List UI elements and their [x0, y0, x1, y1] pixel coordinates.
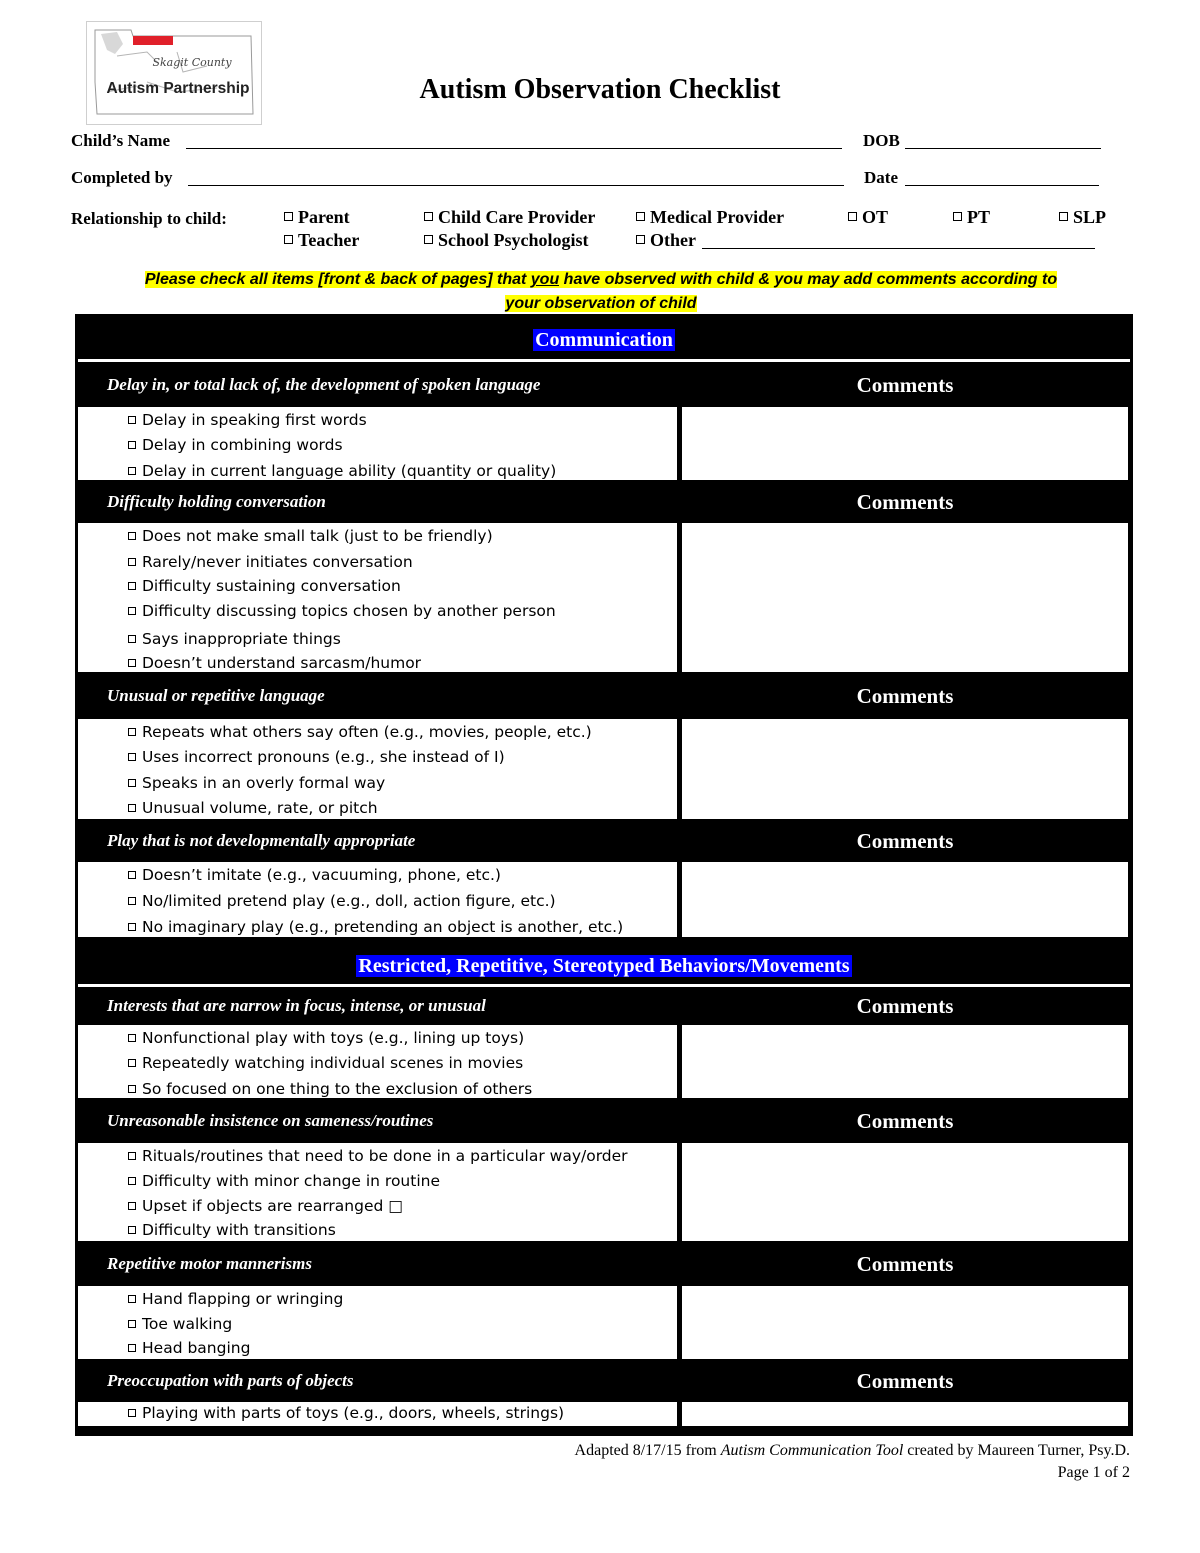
child-name-label: Child’s Name [71, 131, 171, 150]
checkbox-icon[interactable] [128, 1202, 136, 1210]
checklist-item[interactable] [128, 1290, 343, 1308]
checkbox-icon[interactable] [128, 558, 136, 566]
checklist-cell [78, 407, 677, 480]
option-pt[interactable]: PT [953, 207, 990, 228]
checkbox-icon[interactable] [128, 1295, 136, 1303]
checklist-item[interactable] [128, 1172, 440, 1190]
checklist-item[interactable] [128, 411, 367, 429]
category-title: Unreasonable insistence on sameness/routines [107, 1111, 434, 1130]
relationship-label: Relationship to child: [71, 209, 227, 228]
checklist-item[interactable] [128, 1339, 250, 1357]
option-child-care-provider[interactable]: Child Care Provider [424, 207, 595, 228]
checklist-item[interactable] [128, 866, 501, 884]
checklist-item-label: Nonfunctional play with toys (e.g., lining up toys) [142, 1029, 525, 1047]
checkbox-icon[interactable] [953, 212, 962, 221]
checkbox-icon[interactable] [128, 659, 136, 667]
page-title: Autism Observation Checklist [419, 74, 781, 105]
checklist-item-label: Difficulty sustaining conversation [142, 577, 401, 595]
logo-county: Skagit County [152, 56, 232, 69]
checklist-cell [78, 1286, 677, 1359]
checkbox-icon[interactable] [128, 416, 136, 424]
checklist-item-label: Hand flapping or wringing [142, 1290, 344, 1308]
option-ot[interactable]: OT [848, 207, 888, 228]
checklist-item[interactable] [128, 1029, 524, 1047]
comments-header: Comments [856, 829, 954, 853]
category-header [75, 1362, 1133, 1402]
attribution: Adapted 8/17/15 from Autism Communication Tool created by Maureen Turner, Psy.D. [574, 1442, 1130, 1459]
checkbox-icon[interactable] [128, 1320, 136, 1328]
checklist-item-label: Doesn’t imitate (e.g., vacuuming, phone, etc.) [142, 866, 501, 884]
checkbox-icon[interactable] [128, 467, 136, 475]
checkbox-icon[interactable] [128, 532, 136, 540]
checklist-item-label: Delay in current language ability (quantity or quality) [142, 462, 557, 480]
page-number: Page 1 of 2 [1057, 1464, 1130, 1481]
checklist-item-label: Does not make small talk (just to be friendly) [142, 527, 493, 545]
comments-header: Comments [856, 1109, 954, 1133]
category-title: Delay in, or total lack of, the development of spoken language [107, 375, 541, 394]
checklist-item[interactable] [128, 799, 378, 817]
option-medical-provider[interactable]: Medical Provider [636, 207, 784, 228]
checklist-item-label: Repeatedly watching individual scenes in movies [142, 1054, 524, 1072]
checklist-item[interactable] [128, 1080, 532, 1098]
section-divider [78, 359, 1130, 362]
checklist-cell [78, 523, 677, 672]
checkbox-icon[interactable] [128, 635, 136, 643]
comments-cell[interactable] [682, 719, 1128, 819]
checklist-item-label: Rituals/routines that need to be done in a particular way/order [142, 1147, 628, 1165]
checklist-item[interactable] [128, 1147, 628, 1165]
category-header [75, 483, 1133, 523]
checklist-cell [78, 719, 677, 819]
checklist-item[interactable] [128, 892, 556, 910]
category-title: Play that is not developmentally appropriate [107, 831, 416, 850]
instructions: Please check all items [front & back of pages] that you have observed with child & you may add comments according to your observation of child [144, 271, 1058, 312]
checklist-item-label: No imaginary play (e.g., pretending an object is another, etc.) [142, 918, 624, 936]
checklist-item[interactable] [128, 436, 343, 454]
checklist-item-label: Unusual volume, rate, or pitch [142, 799, 378, 817]
checklist-item-label: Delay in speaking first words [142, 411, 367, 429]
checklist-item[interactable] [128, 748, 505, 766]
checkbox-icon[interactable] [128, 779, 136, 787]
checklist-item-label: Uses incorrect pronouns (e.g., she instead of I) [142, 748, 505, 766]
checklist-item-label: So focused on one thing to the exclusion of others [142, 1080, 533, 1098]
checkbox-icon[interactable] [636, 212, 645, 221]
option-teacher[interactable]: Teacher [284, 230, 359, 251]
checkbox-icon[interactable] [128, 871, 136, 879]
checklist-item[interactable] [128, 1054, 523, 1072]
comments-header: Comments [856, 994, 954, 1018]
dob-field[interactable] [905, 148, 1101, 149]
checklist-item[interactable] [128, 602, 556, 620]
other-field[interactable] [702, 248, 1095, 249]
checkbox-icon[interactable] [848, 212, 857, 221]
checkbox-icon[interactable] [128, 923, 136, 931]
checkbox-icon[interactable] [636, 235, 645, 244]
category-title: Difficulty holding conversation [107, 492, 326, 511]
checkbox-icon[interactable] [128, 582, 136, 590]
completed-by-label: Completed by [71, 168, 173, 187]
comments-header: Comments [856, 1252, 954, 1276]
checkbox-icon[interactable] [128, 1226, 136, 1234]
checklist-item-label: Doesn’t understand sarcasm/humor [142, 654, 422, 672]
section-title: Communication [535, 329, 673, 351]
checkbox-icon[interactable] [128, 897, 136, 905]
checklist-item[interactable] [128, 1221, 336, 1239]
checklist-cell [78, 1402, 677, 1426]
date-label: Date [864, 168, 898, 187]
section-title: Restricted, Repetitive, Stereotyped Behaviors/Movements [358, 955, 850, 977]
checklist-item-label: Head banging [142, 1339, 251, 1357]
checkbox-icon[interactable] [128, 753, 136, 761]
checkbox-icon[interactable] [284, 212, 293, 221]
category-header [75, 989, 1133, 1025]
checklist-cell [78, 1143, 677, 1241]
comments-header: Comments [856, 684, 954, 708]
checkbox-icon[interactable] [128, 728, 136, 736]
checklist-item-label: Says inappropriate things [142, 630, 341, 648]
checkbox-icon[interactable] [424, 212, 433, 221]
comments-header: Comments [856, 373, 954, 397]
checklist-item[interactable] [128, 553, 413, 571]
option-parent[interactable]: Parent [284, 207, 350, 228]
comments-cell[interactable] [682, 407, 1128, 480]
checkbox-icon[interactable] [128, 804, 136, 812]
checklist-item[interactable] [128, 1404, 564, 1422]
checklist-item[interactable] [128, 462, 556, 480]
checklist-item-label: Speaks in an overly formal way [142, 774, 386, 792]
checkbox-icon[interactable] [128, 1034, 136, 1042]
comments-header: Comments [856, 1369, 954, 1393]
section-divider [78, 984, 1130, 987]
checklist-item[interactable] [128, 774, 385, 792]
category-header [75, 365, 1133, 407]
checklist-item-label: Difficulty with minor change in routine [142, 1172, 440, 1190]
category-header [75, 822, 1133, 862]
checkbox-icon[interactable] [128, 1152, 136, 1160]
checklist-item[interactable] [128, 527, 493, 545]
logo-org: Autism Partnership [106, 80, 250, 97]
option-school-psychologist[interactable]: School Psychologist [424, 230, 589, 251]
checklist-item-label: Repeats what others say often (e.g., movies, people, etc.) [142, 723, 592, 741]
county-highlight [133, 36, 173, 45]
checklist-item[interactable] [128, 918, 623, 936]
checkbox-icon[interactable] [284, 235, 293, 244]
comments-cell[interactable] [682, 1143, 1128, 1241]
checklist-item[interactable] [128, 723, 592, 741]
option-other[interactable]: Other [636, 230, 696, 251]
comments-cell[interactable] [682, 1025, 1128, 1098]
option-slp[interactable]: SLP [1059, 207, 1106, 228]
checkbox-icon[interactable] [128, 1177, 136, 1185]
child-name-field[interactable] [186, 148, 842, 149]
completed-by-field[interactable] [188, 185, 844, 186]
category-title: Preoccupation with parts of objects [107, 1371, 354, 1390]
category-header [75, 1244, 1133, 1286]
checkbox-icon[interactable] [128, 1085, 136, 1093]
checklist-item[interactable] [128, 1315, 232, 1333]
checkbox-icon[interactable] [1059, 212, 1068, 221]
checklist-item-label: Difficulty discussing topics chosen by another person [142, 602, 556, 620]
date-field[interactable] [905, 185, 1099, 186]
checkbox-icon[interactable] [128, 1344, 136, 1352]
checklist-item[interactable] [128, 1197, 403, 1215]
comments-cell[interactable] [682, 1286, 1128, 1359]
comments-header: Comments [856, 490, 954, 514]
dob-label: DOB [863, 131, 900, 150]
checkbox-icon[interactable] [128, 441, 136, 449]
checkbox-icon[interactable] [128, 1409, 136, 1417]
checklist-cell [78, 1025, 677, 1098]
checklist-item-label: Upset if objects are rearranged □ [142, 1197, 403, 1215]
checklist-item-label: Playing with parts of toys (e.g., doors, wheels, strings) [142, 1404, 565, 1422]
checklist-item-label: No/limited pretend play (e.g., doll, action figure, etc.) [142, 892, 556, 910]
checklist-item[interactable] [128, 654, 421, 672]
checklist-table [75, 314, 1133, 1436]
checklist-cell [78, 862, 677, 937]
comments-cell[interactable] [682, 523, 1128, 672]
comments-cell[interactable] [682, 862, 1128, 937]
checklist-item[interactable] [128, 630, 341, 648]
checkbox-icon[interactable] [128, 607, 136, 615]
logo [86, 21, 262, 125]
checklist-item-label: Toe walking [142, 1315, 233, 1333]
checklist-item-label: Delay in combining words [142, 436, 343, 454]
category-title: Interests that are narrow in focus, intense, or unusual [107, 996, 486, 1015]
washington-map-icon [87, 22, 261, 124]
category-header [75, 1101, 1133, 1143]
category-header [75, 675, 1133, 719]
comments-cell[interactable] [682, 1402, 1128, 1426]
category-title: Repetitive motor mannerisms [107, 1254, 312, 1273]
checklist-item-label: Rarely/never initiates conversation [142, 553, 413, 571]
category-title: Unusual or repetitive language [107, 686, 325, 705]
checklist-item-label: Difficulty with transitions [142, 1221, 336, 1239]
checkbox-icon[interactable] [424, 235, 433, 244]
checklist-item[interactable] [128, 577, 401, 595]
checkbox-icon[interactable] [128, 1059, 136, 1067]
